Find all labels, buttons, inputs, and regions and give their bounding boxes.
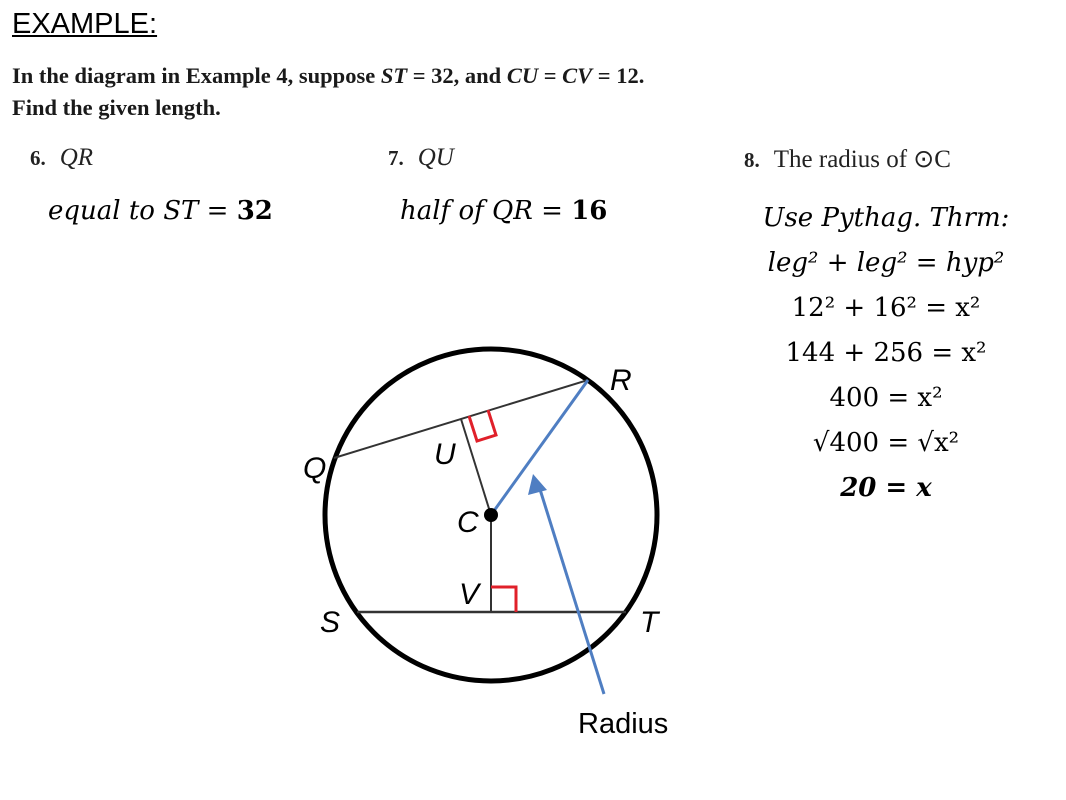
exercise-number: 6. xyxy=(30,146,46,170)
right-angle-v xyxy=(491,587,516,612)
solution-heading: Use Pythag. Thrm: xyxy=(762,203,1010,233)
answer-value: 32 xyxy=(236,196,273,226)
point-label-u: U xyxy=(434,438,456,471)
prompt-cv: CV xyxy=(562,63,593,88)
solution-step: √400 = √x² xyxy=(812,428,960,458)
radius-arrow-head xyxy=(528,474,547,495)
exercise-label: The radius of ⊙C xyxy=(773,146,951,173)
solution-step: 144 + 256 = x² xyxy=(785,338,987,368)
exercise-number: 8. xyxy=(744,148,760,172)
solution-step: leg² + leg² = hyp² xyxy=(767,248,1005,278)
prompt-text: In the diagram in Example 4, suppose xyxy=(12,63,381,88)
exercise-number: 7. xyxy=(388,146,404,170)
exercise-label: QR xyxy=(59,144,94,171)
prompt-text: = 32, and xyxy=(407,63,507,88)
prompt-cu: CU xyxy=(506,63,539,88)
solution-step: 12² + 16² = x² xyxy=(791,293,981,323)
point-label-v: V xyxy=(459,578,480,611)
point-label-s: S xyxy=(320,606,341,639)
radius-label: Radius xyxy=(578,708,669,740)
prompt-text: = 12. xyxy=(592,63,645,88)
slide-title: EXAMPLE: xyxy=(12,8,158,40)
solution-result: 20 = x xyxy=(840,473,932,503)
answer-text: equal to ST = xyxy=(48,196,237,226)
radius-cr xyxy=(491,380,588,515)
answer-text: half of QR = xyxy=(400,196,572,226)
point-label-q: Q xyxy=(303,452,327,485)
exercise-label: QU xyxy=(417,144,454,171)
center-point xyxy=(484,508,498,522)
point-label-t: T xyxy=(640,606,659,639)
solution-step: 400 = x² xyxy=(829,383,943,413)
point-label-c: C xyxy=(457,506,479,539)
answer-value: 16 xyxy=(571,196,608,226)
prompt-text: = xyxy=(538,63,563,88)
problem-line-2: Find the given length. xyxy=(12,95,221,120)
point-label-r: R xyxy=(610,364,632,397)
prompt-st: ST xyxy=(380,63,408,88)
